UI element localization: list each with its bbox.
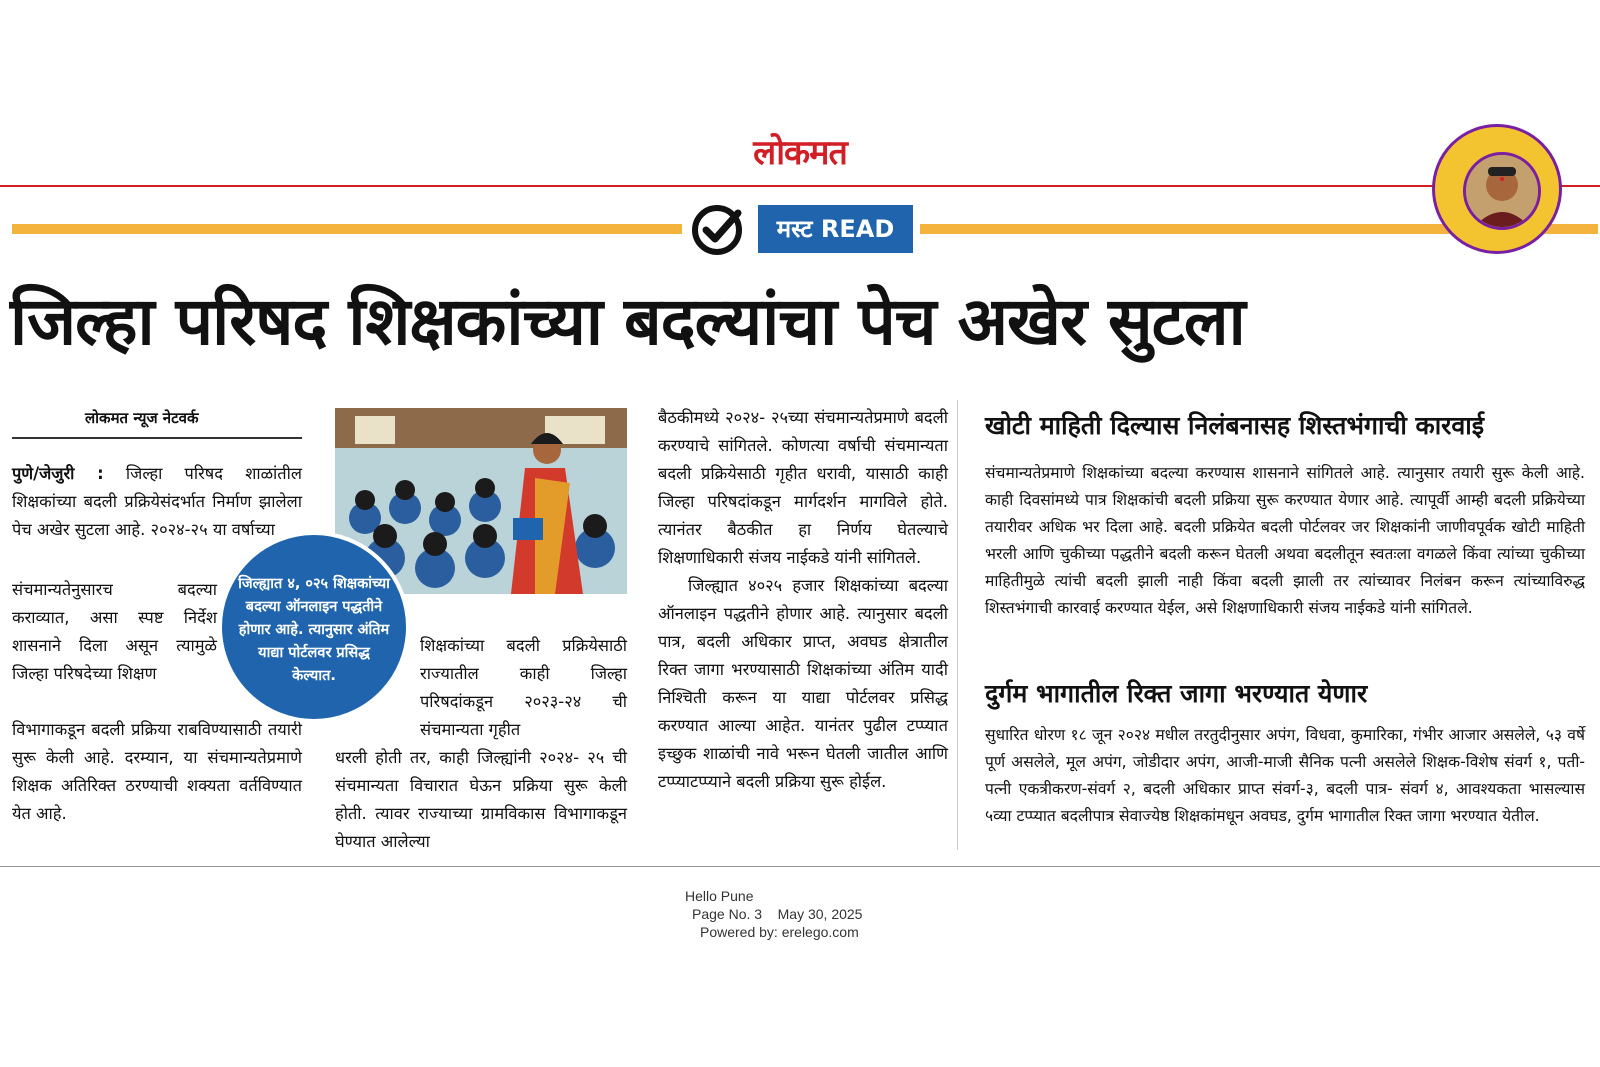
column3-paragraph-1: बैठकीमध्ये २०२४- २५च्या संचमान्यतेप्रमाणे बदली करण्याचे सांगितले. कोणत्या वर्षाची संचमान्यता बदली प्रक्रियेसाठी गृहीत धरावी, यासाठी काही जिल्हा परिषदांकडून मार्गदर्शन मागविले होते. त्यानंतर बैठकीत हा निर्णय घेतल्याचे शिक्षणाधिकारी संजय नाईकडे यांनी सांगितले. bbox=[658, 408, 948, 567]
section-band-left bbox=[12, 224, 682, 234]
page-bottom-divider bbox=[0, 866, 1600, 867]
byline: लोकमत न्यूज नेटवर्क bbox=[85, 409, 199, 427]
page-footer bbox=[650, 887, 950, 941]
footer-powered-by: Powered by: erelego.com bbox=[700, 924, 859, 940]
callout-bubble: जिल्ह्यात ४, ०२५ शिक्षकांच्या बदल्या ऑनलाइन पद्धतीने होणार आहे. त्यानुसार अंतिम याद्या पोर्टलवर प्रसिद्ध केल्यात. bbox=[218, 531, 410, 723]
check-circle-icon bbox=[690, 203, 744, 257]
footer-page: Page No. 3 bbox=[692, 906, 763, 922]
section-tag-must-read: मस्ट READ bbox=[758, 205, 913, 253]
column1-text-a: जिल्हा परिषद शाळांतील शिक्षकांच्या बदली प्रक्रियेसंदर्भात निर्माण झालेला पेच अखेर सुटला आहे. २०२४-२५ या वर्षाच्या bbox=[12, 464, 302, 539]
author-photo bbox=[1463, 152, 1541, 230]
byline-divider bbox=[12, 437, 302, 439]
article-headline: जिल्हा परिषद शिक्षकांच्या बदल्यांचा पेच अखेर सुटला bbox=[10, 283, 1245, 360]
column3-paragraph-2: जिल्ह्यात ४०२५ हजार शिक्षकांच्या बदल्या ऑनलाइन पद्धतीने होणार आहे. त्यानुसार बदली पात्र, बदली अधिकार प्राप्त, अवघड क्षेत्रातील रिक्त जागा भरण्यासाठी शिक्षकांच्या अंतिम यादी निश्चिती करून या याद्या पोर्टलवर प्रसिद्ध करण्यात आल्या आहेत. यानंतर पुढील टप्प्यात इच्छुक शाळांची नावे भरून घेतली जातील आणि टप्प्याटप्प्याने बदली प्रक्रिया सुरू होईल. bbox=[658, 576, 948, 791]
column1-paragraph-c: विभागाकडून बदली प्रक्रिया राबविण्यासाठी तयारी सुरू केली आहे. दरम्यान, या संचमान्यतेप्रमाणे शिक्षक अतिरिक्त ठरण्याची शक्यता वर्तविण्यात येत आहे. bbox=[12, 720, 302, 823]
footer-page-date bbox=[650, 905, 950, 923]
column1-paragraph-a bbox=[12, 460, 302, 544]
column3 bbox=[658, 404, 948, 796]
column2-paragraph-a: शिक्षकांच्या बदली प्रक्रियेसाठी राज्यातील काही जिल्हा परिषदांकडून २०२३-२४ ची संचमान्यता गृहीत bbox=[420, 636, 627, 739]
column-divider bbox=[957, 400, 958, 850]
masthead-divider bbox=[0, 185, 1600, 187]
footer-date: May 30, 2025 bbox=[777, 906, 863, 922]
subheading-remote-vacancies: दुर्गम भागातील रिक्त जागा भरण्यात येणार bbox=[985, 679, 1368, 708]
subheading-disciplinary-action: खोटी माहिती दिल्यास निलंबनासह शिस्तभंगाची कारवाई bbox=[985, 411, 1485, 440]
footer-edition: Hello Pune bbox=[685, 888, 754, 904]
paragraph-remote-vacancies: सुधारित धोरण १८ जून २०२४ मधील तरतुदीनुसार अपंग, विधवा, कुमारिका, गंभीर आजार असलेले, ५३ वर्षे पूर्ण असलेले, मूल अपंग, जोडीदार अपंग, आजी-माजी सैनिक पत्नी असलेले शिक्षक-विशेष संवर्ग १, पती-पत्नी एकत्रीकरण-संवर्ग २, बदली अधिकार प्राप्त संवर्ग-३, बदली पात्र- संवर्ग ४, आवश्यकता भासल्यास ५व्या टप्प्यात बदलीपात्र सेवाज्येष्ठ शिक्षकांमधून अवघड, दुर्गम भागातील रिक्त जागा भरण्यात येतील. bbox=[985, 726, 1585, 825]
person-portrait-icon bbox=[1466, 155, 1538, 227]
paragraph-disciplinary-action: संचमान्यतेप्रमाणे शिक्षकांच्या बदल्या करण्यास शासनाने सांगितले आहे. त्यानुसार तयारी सुरू केली आहे. काही दिवसांमध्ये पात्र शिक्षकांची बदली प्रक्रिया सुरू करण्यात येणार आहे. त्यापूर्वी आम्ही बदली प्रक्रियेच्या तयारीवर अधिक भर दिला आहे. बदली प्रक्रियेत बदली पोर्टलवर जर शिक्षकांनी जाणीवपूर्वक खोटी माहिती भरली आणि चुकीच्या पद्धतीने बदली करून घेतली अथवा बदलीतून स्वतःला वगळले किंवा त्यांच्या चुकीच्या माहितीमुळे त्यांची बदली झाली नाही किंवा बदली झाली तर त्यांच्यावर निलंबन करून त्यांच्याविरुद्ध शिस्तभंगाची कारवाई करण्यात येईल, असे शिक्षणाधिकारी संजय नाईकडे यांनी सांगितले. bbox=[985, 464, 1585, 617]
newspaper-masthead: लोकमत bbox=[753, 133, 847, 173]
column1-paragraph-b: संचमान्यतेनुसारच बदल्या कराव्यात, असा स्पष्ट निर्देश शासनाने दिला असून त्यामुळे जिल्हा परिषदेच्या शिक्षण bbox=[12, 580, 217, 683]
column2-paragraph-b: धरली होती तर, काही जिल्ह्यांनी २०२४- २५ ची संचमान्यता विचारात घेऊन प्रक्रिया सुरू केली होती. त्यावर राज्याच्या ग्रामविकास विभागाकडून घेण्यात आलेल्या bbox=[335, 748, 627, 851]
dateline: पुणे/जेजुरी : bbox=[12, 464, 104, 483]
